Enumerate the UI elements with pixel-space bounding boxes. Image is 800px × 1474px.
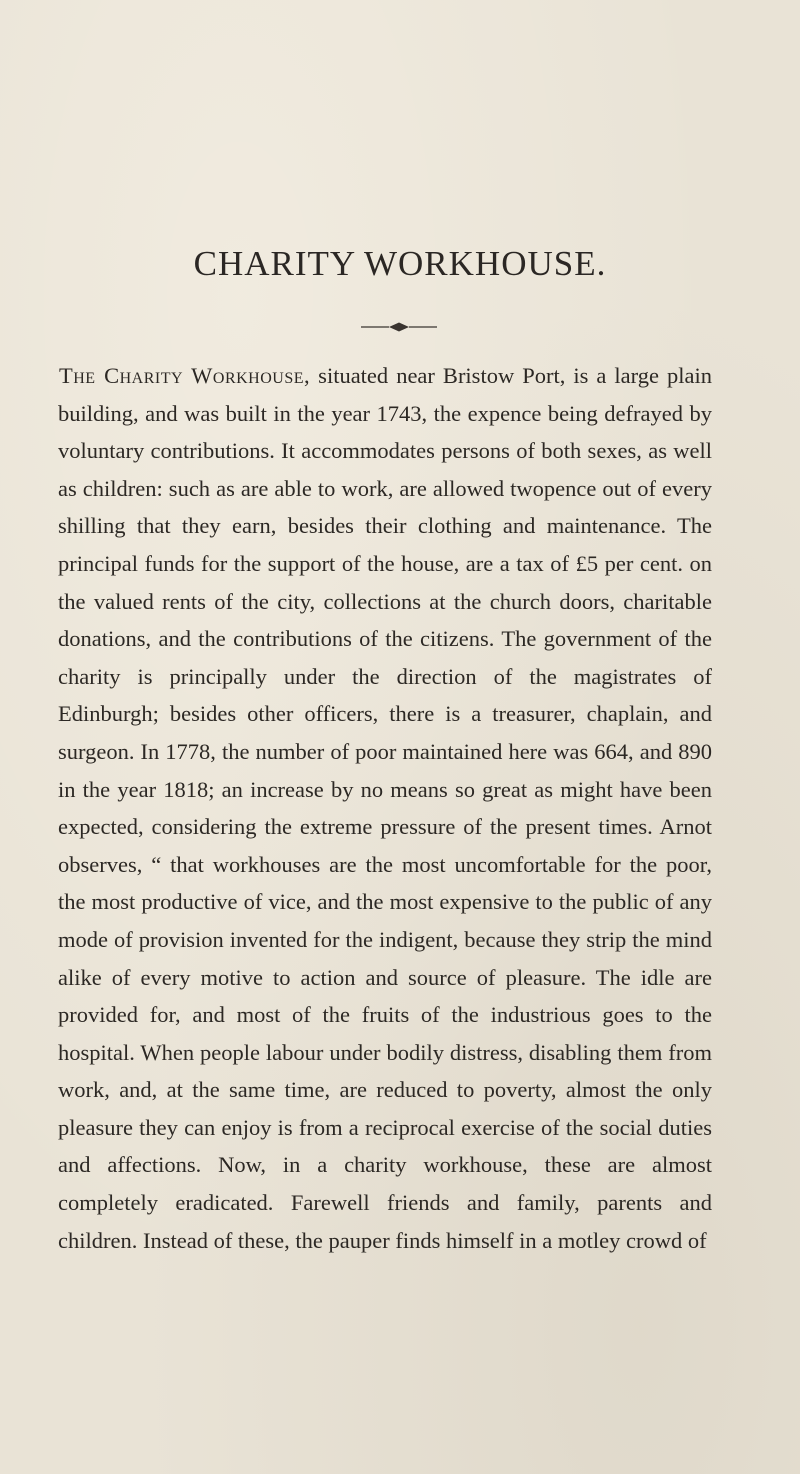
body-paragraph <box>58 357 712 1259</box>
page-title: CHARITY WORKHOUSE. <box>193 244 607 283</box>
paragraph-lead: The Charity Workhouse, <box>59 363 311 388</box>
paragraph-text: situated near Bristow Port, is a large plain building, and was built in the year 1743, the expence being defrayed by voluntary contributions. It accommodates persons of both sexes, as well as children: such as are able to work, are allowed twopence out of every shilling that they earn, besides their clothing and maintenance. The principal funds for the support of the house, are a tax of £5 per cent. on the valued rents of the city, collections at the church doors, charitable donations, and the contributions of the citizens. The government of the charity is principally under the direction of the magistrates of Edinburgh; besides other officers, there is a treasurer, chaplain, and surgeon. In 1778, the number of poor maintained here was 664, and 890 in the year 1818; an increase by no means so great as might have been expected, considering the extreme pressure of the present times. Arnot observes, “ that workhouses are the most uncomfortable for the poor, the most productive of vice, and the most expensive to the public of any mode of provision invented for the indigent, because they strip the mind alike of every motive to action and source of pleasure. The idle are provided for, and most of the fruits of the industrious goes to the hospital. When people labour under bodily distress, disabling them from work, and, at the same time, are reduced to poverty, almost the only pleasure they can enjoy is from a reciprocal exercise of the social duties and affections. Now, in a charity workhouse, these are almost completely eradicated. Farewell friends and family, parents and children. Instead of these, the pauper finds himself in a motley crowd of <box>58 363 713 1253</box>
diamond-rule-ornament-icon <box>359 320 439 334</box>
